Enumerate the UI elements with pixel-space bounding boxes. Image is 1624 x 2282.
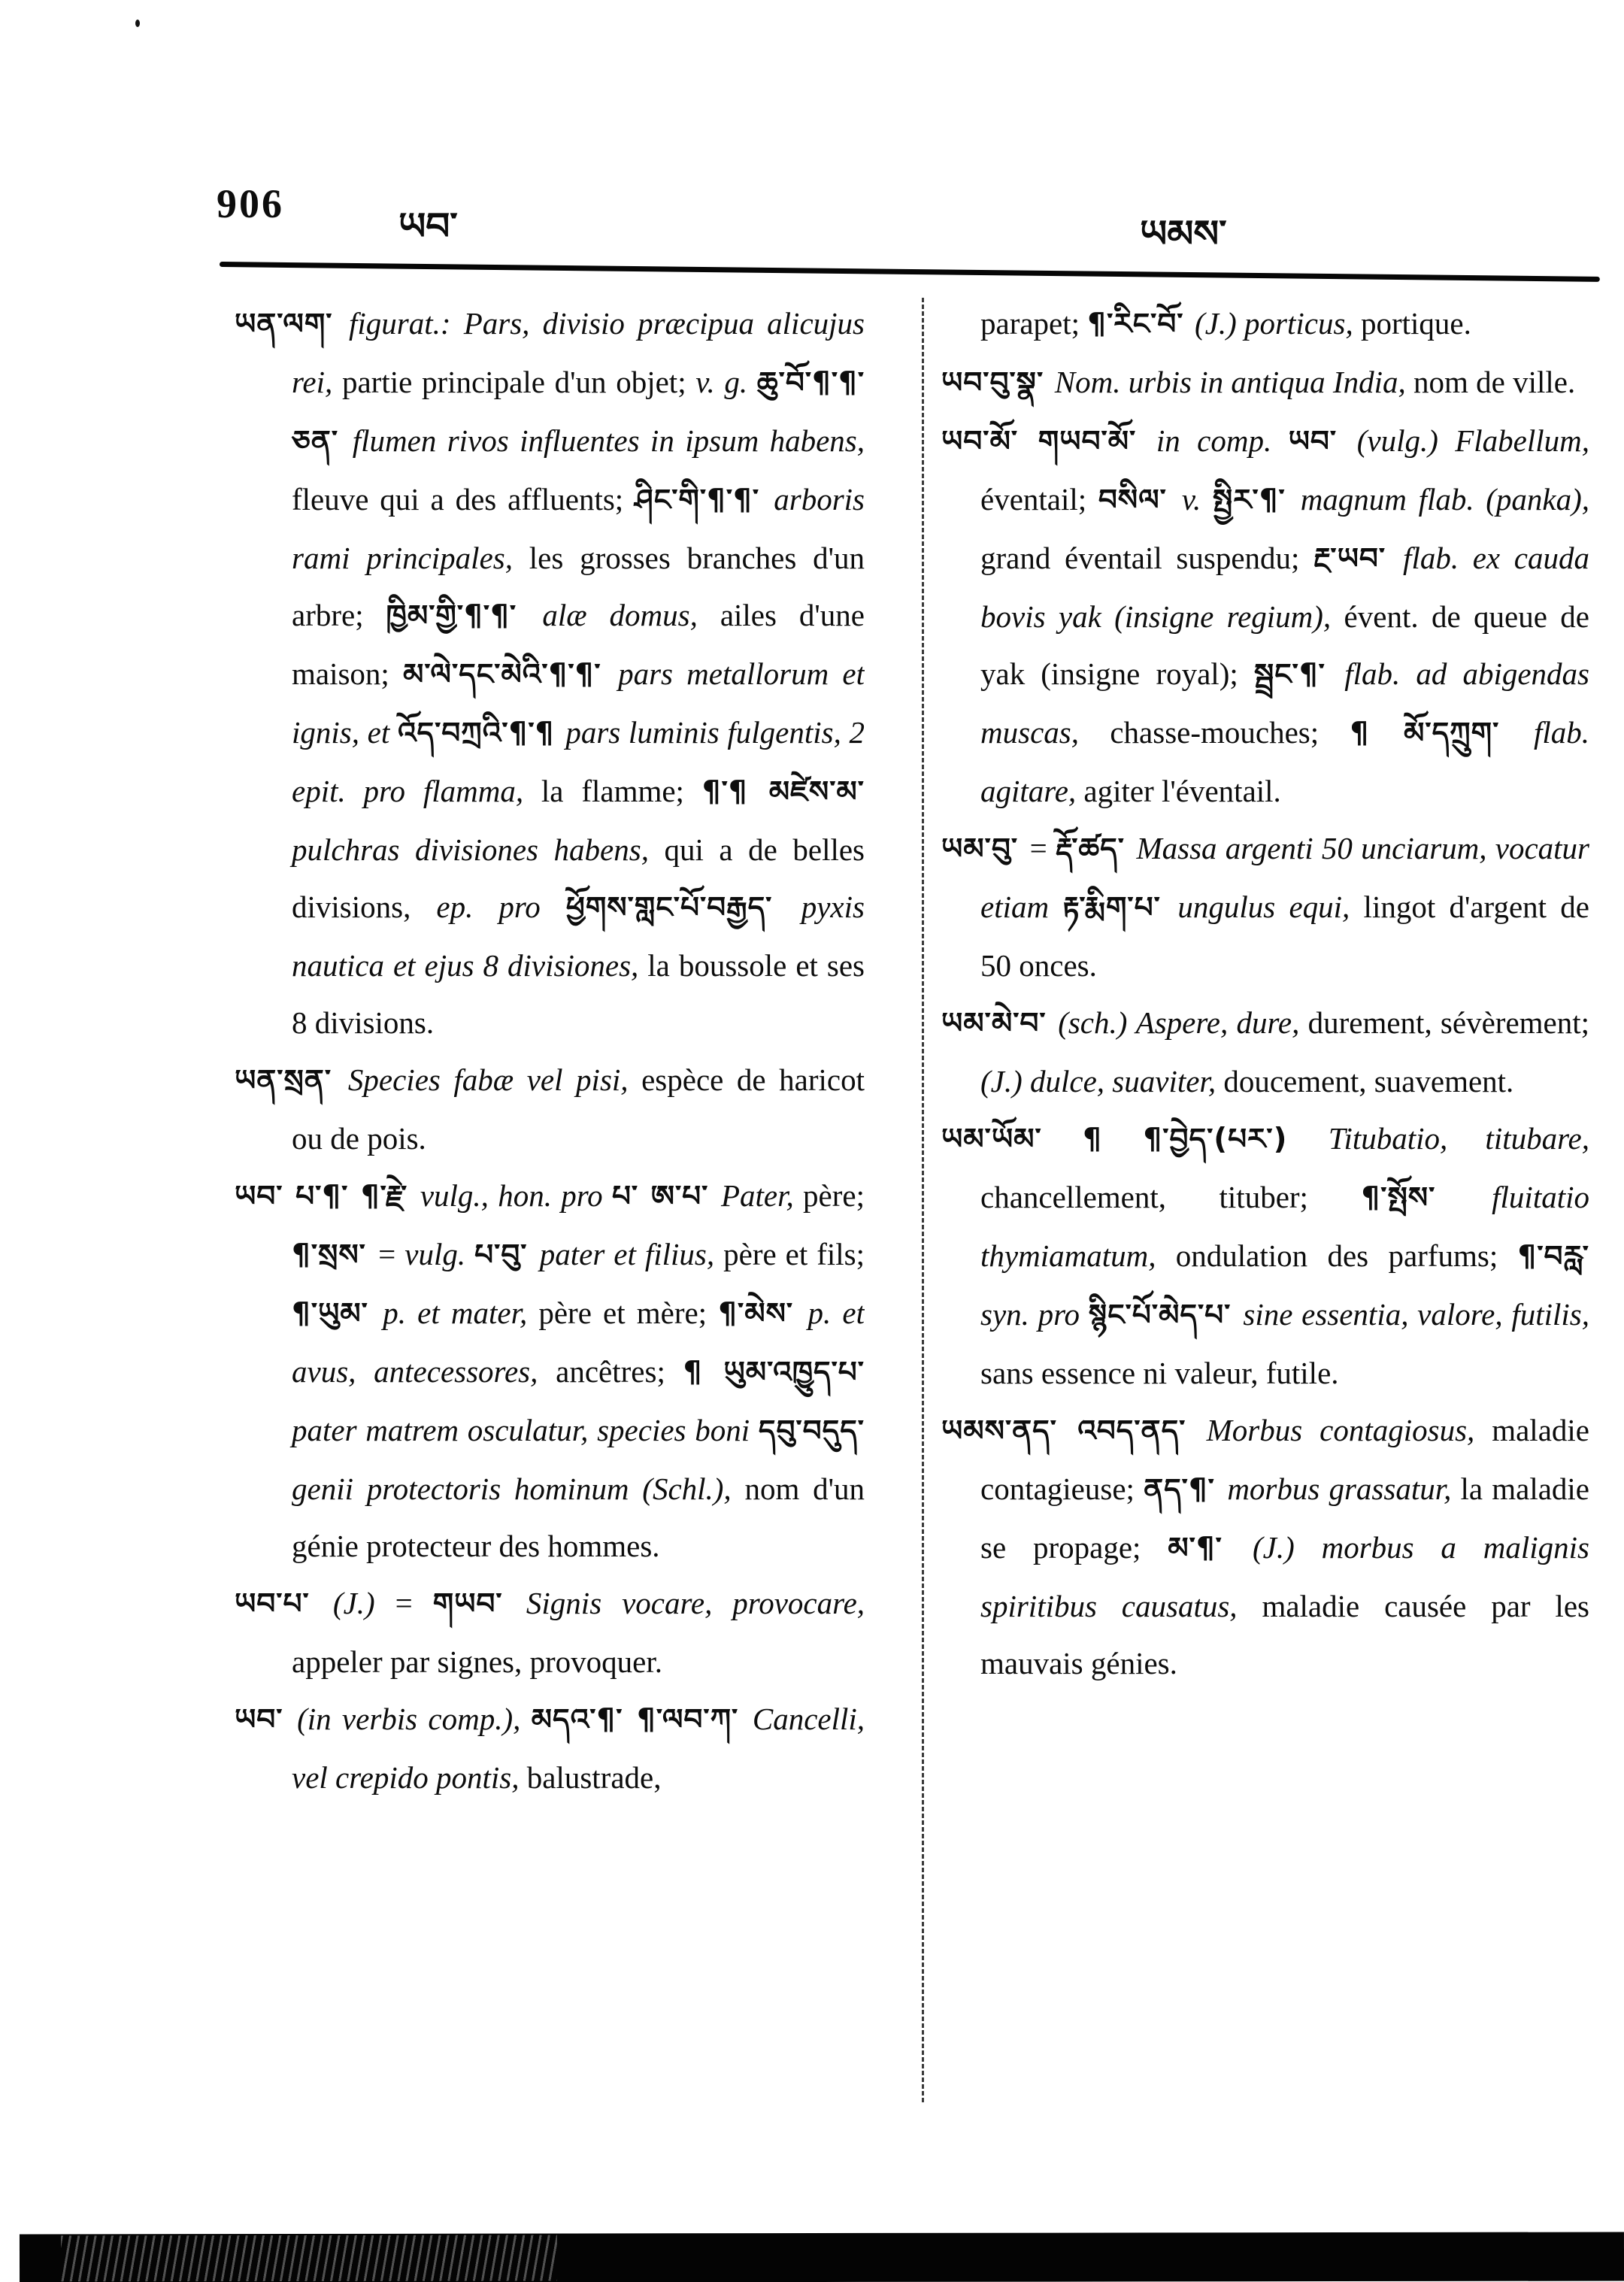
text-segment: Species fabæ vel pisi, — [347, 1062, 642, 1097]
text-segment: ungulus equi, — [1177, 889, 1364, 924]
tibetan-text-segment: ¶་མེས་ — [718, 1297, 808, 1331]
tibetan-text-segment: གཡབ་ — [432, 1587, 526, 1621]
text-segment: nom de ville. — [1413, 365, 1576, 399]
text-segment: figurat.: Pars, divisio præcipua alicujus rei, — [292, 306, 865, 399]
text-segment: la flamme; — [541, 774, 702, 808]
text-segment: Massa argenti 50 unciarum, vocatur etiam — [980, 831, 1589, 924]
tibetan-text-segment: སྦྲང་¶་ — [1253, 658, 1345, 692]
text-segment: maladie causée par les mauvais génies. — [980, 1589, 1589, 1680]
text-segment: in comp. — [1156, 423, 1289, 458]
text-segment: (J.) porticus, — [1195, 306, 1361, 341]
tibetan-text-segment: མ་¶་ — [1168, 1532, 1253, 1565]
text-segment: évent. de queue de yak (insigne royal); — [980, 599, 1589, 691]
entry-yam-me-ba — [941, 994, 1589, 1110]
text-segment: = — [395, 1586, 433, 1620]
entry-yan-sran — [235, 1051, 865, 1167]
text-segment: éventail; — [980, 482, 1098, 517]
text-segment: père et fils; — [723, 1237, 865, 1271]
text-segment: vulg. — [404, 1237, 475, 1271]
text-segment: parapet; — [980, 306, 1088, 341]
entry-yab-bu-sna — [941, 353, 1589, 412]
text-segment: père et mère; — [538, 1296, 719, 1330]
tibetan-text-segment: ཡབ་ — [235, 1703, 298, 1737]
text-segment: flab. ad abigendas muscas, — [980, 656, 1589, 750]
text-segment: p. et mater, — [383, 1296, 539, 1330]
footer-scan-bar — [20, 2232, 1624, 2282]
text-segment: agiter l'éventail. — [1083, 774, 1281, 808]
text-segment: père; — [803, 1178, 865, 1213]
footer-scan-texture — [61, 2235, 557, 2281]
text-segment: pars luminis fulgentis, 2 epit. pro flamma, — [292, 715, 865, 808]
tibetan-text-segment: ཡབ་མོ་ གཡབ་མོ་ — [941, 425, 1156, 459]
entry-yam-yom — [941, 1110, 1589, 1402]
text-segment: flumen rivos influentes in ipsum habens, — [352, 423, 865, 458]
tibetan-text-segment: ཆུ་བོ་¶་¶་ཅན་ — [292, 366, 865, 459]
tibetan-text-segment: ཡན་ལག་ — [235, 308, 349, 341]
text-segment: sine essentia, valore, futilis, — [1243, 1297, 1589, 1332]
tibetan-text-segment: པ་ ཨ་པ་ — [611, 1180, 721, 1214]
text-segment: magnum flab. (panka), — [1300, 482, 1589, 517]
tibetan-text-segment: ཁྱིམ་གྱི་¶་¶་ — [386, 599, 543, 633]
text-segment: syn. pro — [980, 1297, 1089, 1332]
tibetan-text-segment: ¶ མོ་དཀྲུག་ — [1350, 717, 1534, 750]
text-segment: doucement, suavement. — [1223, 1064, 1514, 1099]
tibetan-text-segment: ཕྱོགས་གླང་པོ་བརྒྱད་ — [565, 891, 801, 925]
text-segment: ailes d'une maison; — [292, 598, 865, 691]
text-segment: Titubatio, titubare, — [1328, 1121, 1589, 1156]
tibetan-text-segment: ཡམ་མེ་བ་ — [941, 1007, 1059, 1041]
text-segment: la boussole et ses 8 divisions. — [292, 948, 865, 1040]
text-segment: pulchras divisiones habens, — [292, 832, 665, 867]
text-segment: Morbus contagiosus, — [1206, 1413, 1492, 1447]
tibetan-text-segment: རྡོ་ཚད་ — [1055, 832, 1137, 866]
scan-speck — [135, 20, 140, 27]
tibetan-text-segment: ¶ ཡུམ་འཁྱུད་པ་ — [683, 1356, 865, 1390]
entry-yab — [235, 1167, 865, 1574]
text-segment: lingot d'argent de 50 onces. — [980, 889, 1589, 983]
entry-yan-lag — [235, 295, 865, 1051]
tibetan-text-segment: དབུ་བདུད་ — [758, 1414, 865, 1448]
entry-yab-in-verbis-comp-continued — [941, 295, 1589, 353]
entry-yab-in-verbis-comp — [235, 1690, 865, 1806]
tibetan-text-segment: ¶་¶ མཛེས་མ་ — [701, 775, 865, 809]
text-segment: (J.) dulce, suaviter, — [980, 1064, 1224, 1099]
text-segment: (vulg.) Flabellum, — [1356, 423, 1589, 458]
text-segment: grand éventail suspendu; — [980, 541, 1314, 575]
entry-yab-pa — [235, 1574, 865, 1690]
text-segment: arboris rami principales, — [292, 482, 865, 575]
text-segment: pater et filius, — [539, 1237, 724, 1271]
tibetan-text-segment: སྤྱིར་¶་ — [1212, 483, 1301, 517]
text-segment: fluitatio thymiamatum, — [980, 1180, 1589, 1273]
entry-yam-bu — [941, 820, 1589, 994]
running-head-right-column: ཡམས་ — [1140, 212, 1227, 256]
tibetan-text-segment: བསིལ་ — [1098, 483, 1182, 517]
text-segment: Pater, — [720, 1178, 804, 1213]
text-segment: v. — [1181, 482, 1213, 517]
text-segment: morbus grassatur, — [1227, 1471, 1461, 1506]
tibetan-text-segment: ཡམས་ནད་ འབད་ནད་ — [941, 1414, 1207, 1448]
text-segment: pars metallorum et ignis, et — [292, 656, 865, 750]
page-number: 906 — [217, 181, 284, 226]
text-segment: durement, sévèrement; — [1307, 1005, 1589, 1040]
text-segment: genii protectoris hominum (Schl.), — [292, 1471, 745, 1506]
tibetan-text-segment: ¶་རིང་བོ་ — [1087, 308, 1195, 341]
left-column — [235, 295, 865, 2152]
tibetan-text-segment: པ་བུ་ — [474, 1238, 540, 1272]
text-segment: appeler par signes, provoquer. — [292, 1644, 662, 1679]
tibetan-text-segment: ¶་སྲས་ — [292, 1238, 379, 1272]
text-segment: (J.) — [332, 1586, 395, 1620]
tibetan-text-segment: མ་ལེ་དང་མེའི་¶་¶་ — [403, 658, 619, 692]
text-segment: alæ domus, — [542, 598, 720, 632]
tibetan-text-segment: ཤིང་གི་¶་¶་ — [635, 483, 774, 517]
text-segment: pater matrem osculatur, species boni — [292, 1413, 759, 1447]
text-segment: chancellement, tituber; — [980, 1180, 1362, 1214]
text-segment: sans essence ni valeur, futile. — [980, 1356, 1339, 1390]
text-segment: ancêtres; — [556, 1354, 683, 1389]
tibetan-text-segment: ཡམ་བུ་ — [941, 832, 1030, 866]
tibetan-text-segment: ཡན་སྲན་ — [235, 1064, 348, 1098]
text-segment: vulg., hon. pro — [420, 1178, 612, 1213]
tibetan-text-segment: སྙིང་པོ་མེད་པ་ — [1088, 1299, 1244, 1332]
tibetan-text-segment: ཡབ་པ་ — [235, 1587, 333, 1621]
tibetan-text-segment: ནད་¶་ — [1144, 1473, 1228, 1507]
tibetan-text-segment: ཡབ་བུ་སྣ་ — [941, 366, 1055, 400]
text-segment: partie principale d'un objet; — [341, 365, 696, 399]
tibetan-text-segment: རྟ་རྨིག་པ་ — [1062, 891, 1178, 925]
text-segment: maladie contagieuse; — [980, 1413, 1589, 1506]
text-segment: flab. agitare, — [980, 715, 1589, 808]
entry-yab-mo — [941, 412, 1589, 820]
column-divider — [922, 298, 924, 2102]
text-segment: portique. — [1360, 306, 1471, 341]
text-segment: chasse-mouches; — [1110, 715, 1350, 750]
entry-yams-nad — [941, 1402, 1589, 1692]
text-segment: balustrade, — [526, 1760, 662, 1795]
text-segment: qui a de belles divisions, — [292, 832, 865, 924]
text-segment: fleuve qui a des affluents; — [292, 482, 635, 517]
text-segment: (J.) morbus a malignis spiritibus causatus, — [980, 1530, 1589, 1623]
tibetan-text-segment: ¶་སྤོས་ — [1361, 1181, 1492, 1215]
text-segment: ondulation des parfums; — [1175, 1238, 1518, 1273]
tibetan-text-segment: འོད་བཀྲའི་¶་¶ — [397, 717, 566, 750]
right-column — [941, 295, 1589, 2227]
text-segment: = — [378, 1237, 405, 1271]
tibetan-text-segment: ཡམ་ཡོམ་ ¶ ¶་བྱེད་(པར་) — [941, 1123, 1329, 1156]
tibetan-text-segment: རྔ་ཡབ་ — [1313, 542, 1404, 576]
tibetan-text-segment: ཡབ་ པ་¶་ ¶་རྗེ་ — [235, 1180, 420, 1214]
text-segment: Signis vocare, provocare, — [526, 1586, 865, 1620]
text-segment: nom d'un génie protecteur des hommes. — [292, 1471, 865, 1563]
running-head-left-column: ཡབ་ — [398, 205, 458, 248]
text-segment: flab. ex cauda bovis yak (insigne regium), — [980, 541, 1589, 634]
tibetan-text-segment: ཡབ་ — [1288, 425, 1357, 459]
text-segment: (in verbis comp.), — [297, 1702, 532, 1736]
text-segment: les grosses branches d'un arbre; — [292, 541, 865, 632]
text-segment: p. et avus, antecessores, — [292, 1296, 865, 1389]
text-segment: Nom. urbis in antiqua India, — [1054, 365, 1413, 399]
tibetan-text-segment: ¶་བརླ་ — [1517, 1240, 1589, 1274]
text-segment: = — [1029, 831, 1056, 865]
text-segment: ep. pro — [436, 889, 566, 924]
text-segment: v. g. — [695, 365, 757, 399]
tibetan-text-segment: ¶་ཡུམ་ — [292, 1297, 383, 1331]
text-segment: (sch.) Aspere, dure, — [1058, 1005, 1308, 1040]
tibetan-text-segment: མདའ་¶་ ¶་ལབ་ཀ་ — [531, 1703, 753, 1737]
text-segment: espèce de haricot ou de pois. — [292, 1062, 865, 1156]
text-segment: la maladie se propage; — [980, 1471, 1589, 1565]
text-segment: Cancelli, vel crepido pontis, — [292, 1702, 865, 1795]
text-segment: pyxis nautica et ejus 8 divisiones, — [292, 889, 865, 983]
